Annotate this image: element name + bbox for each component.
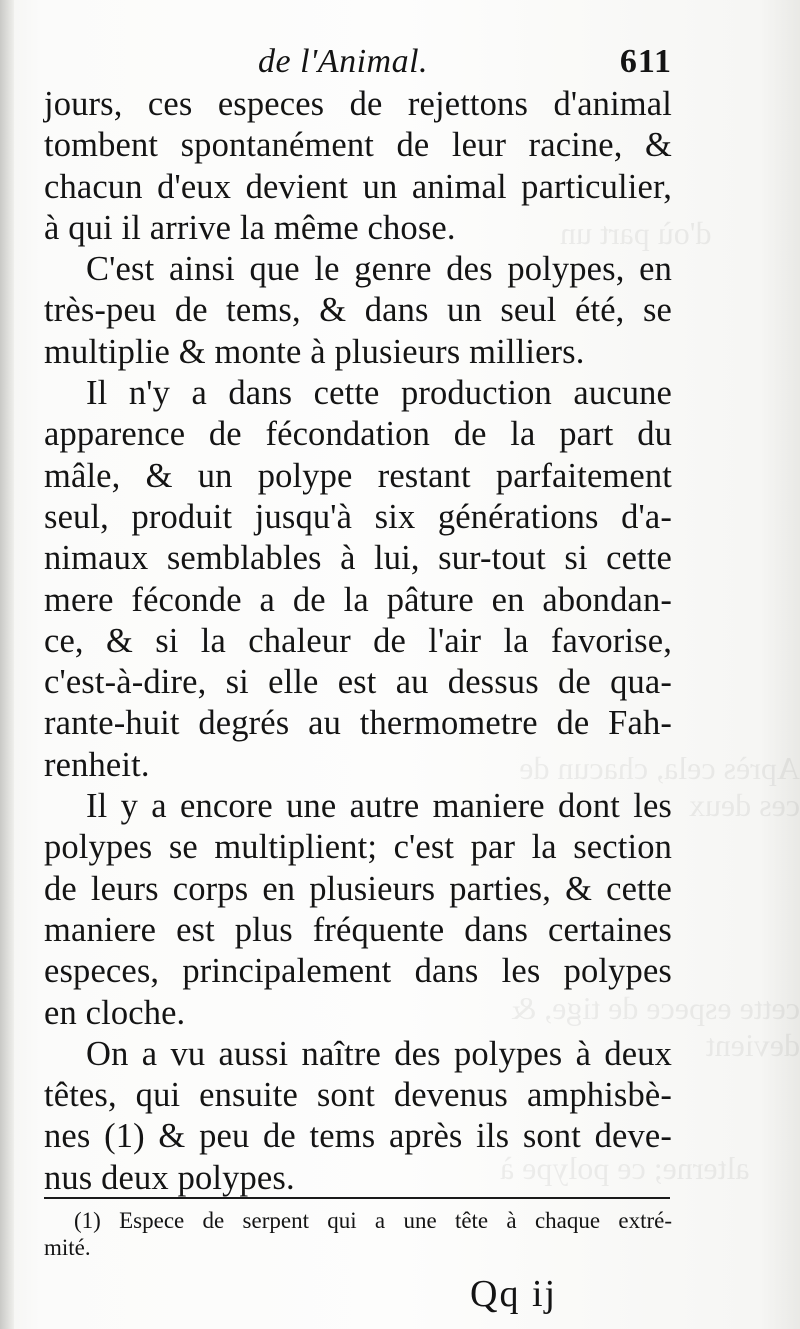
- text-line: seul, produit jusqu'à six générations d'a-: [44, 497, 672, 536]
- text-line: mere féconde a de la pâture en abondan-: [44, 580, 672, 619]
- text-line: C'est ainsi que le genre des polypes, en: [86, 250, 672, 289]
- text-line: multiplie & monte à plusieurs milliers.: [44, 332, 585, 371]
- text-line: têtes, qui ensuite sont devenus amphisbè-: [44, 1076, 672, 1115]
- show-through-text: cette espece de tige, & devient: [511, 990, 800, 1063]
- show-through-text: alterne; ce polype à: [500, 1150, 750, 1186]
- footnote-line: mité.: [44, 1235, 91, 1260]
- text-line: maniere est plus fréquente dans certaines: [44, 910, 672, 949]
- footnote: [44, 1207, 672, 1261]
- text-line: mâle, & un polype restant parfaitement: [44, 456, 672, 495]
- footnote-line: (1) Espece de serpent qui a une tête à chaque extré-: [74, 1208, 672, 1233]
- text-line: especes, principalement dans les polypes: [44, 952, 672, 991]
- text-line: en cloche.: [44, 993, 186, 1032]
- text-line: On a vu aussi naître des polypes à deux: [86, 1034, 672, 1073]
- body-text: [44, 84, 672, 1199]
- running-head: de l'Animal.: [258, 43, 429, 80]
- text-line: chacun d'eux devient un animal particulier,: [44, 167, 672, 206]
- signature-mark: Qq ij: [470, 1273, 558, 1315]
- text-line: à qui il arrive la même chose.: [44, 208, 456, 247]
- page-gutter-shadow: [0, 0, 14, 1329]
- show-through-text: d'où part un: [560, 215, 712, 251]
- text-line: nes (1) & peu de tems après ils sont deve-: [44, 1117, 672, 1156]
- text-line: de leurs corps en plusieurs parties, & cette: [44, 869, 672, 908]
- text-line: polypes se multiplient; c'est par la section: [44, 828, 672, 867]
- text-line: très-peu de tems, & dans un seul été, se: [44, 291, 672, 330]
- page-number: 611: [619, 43, 672, 80]
- text-line: nimaux semblables à lui, sur-tout si cette: [44, 539, 672, 578]
- text-line: c'est-à-dire, si elle est au dessus de qua-: [44, 663, 672, 702]
- text-line: tombent spontanément de leur racine, &: [44, 126, 672, 165]
- text-line: ce, & si la chaleur de l'air la favorise,: [44, 621, 672, 660]
- text-line: apparence de fécondation de la part du: [44, 415, 672, 454]
- footnote-rule: [44, 1197, 670, 1199]
- text-line: renheit.: [44, 745, 150, 784]
- text-line: nus deux polypes.: [44, 1158, 295, 1197]
- text-line: jours, ces especes de rejettons d'animal: [44, 85, 672, 123]
- text-line: Il n'y a dans cette production aucune: [86, 374, 672, 413]
- text-line: rante-huit degrés au thermometre de Fah-: [44, 704, 672, 743]
- show-through-text: Après cela, chacun de ces deux: [519, 750, 800, 823]
- text-line: Il y a encore une autre maniere dont les: [86, 787, 672, 826]
